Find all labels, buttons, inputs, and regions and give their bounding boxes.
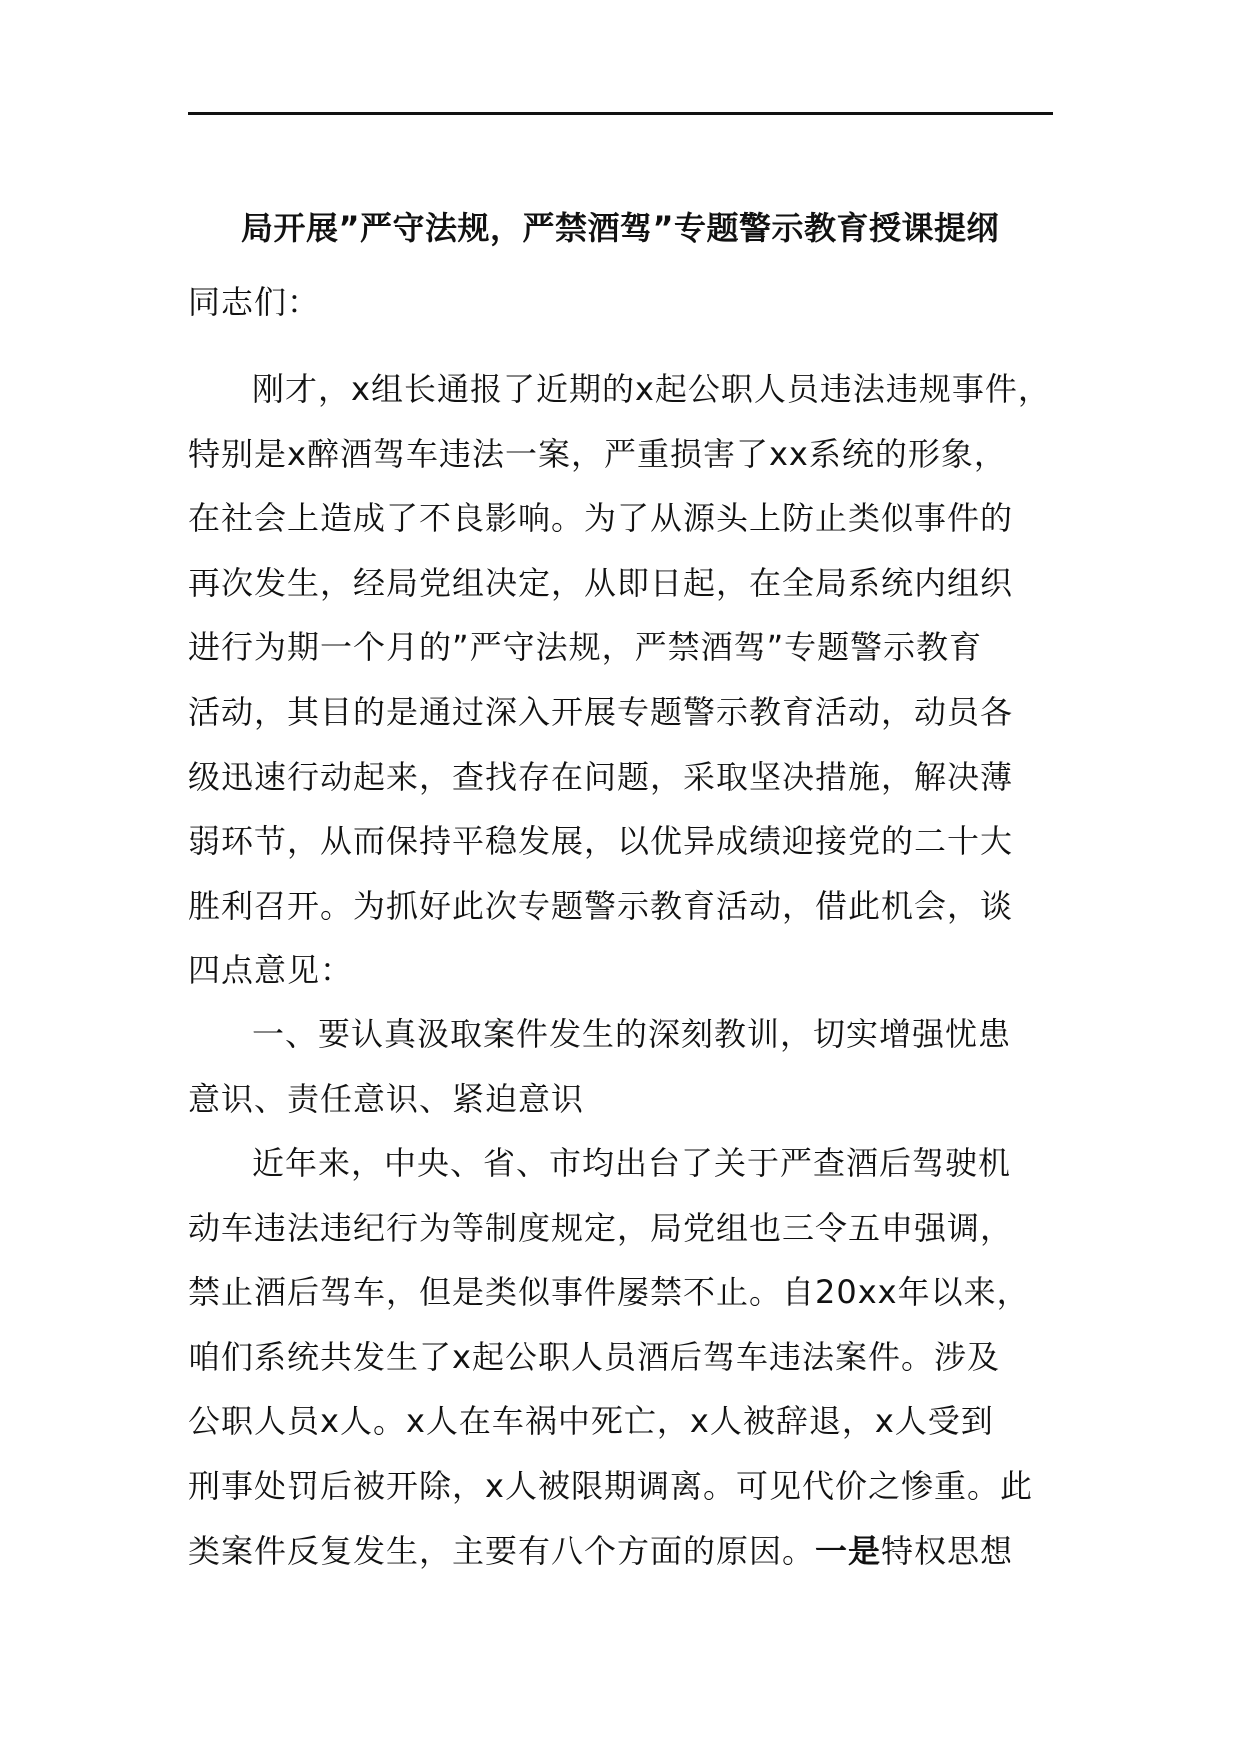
text-line: 特别是x醉酒驾车违法一案，严重损害了xx系统的形象， — [188, 434, 1007, 473]
text-line: 在社会上造成了不良影响。为了从源头上防止类似事件的 — [188, 499, 1014, 538]
text-line: 四点意见： — [188, 951, 354, 990]
heading-line: 意识、责任意识、紧迫意识 — [188, 1079, 585, 1118]
emphasis-text: 一是 — [815, 1531, 882, 1570]
text-line: 刚才，x组长通报了近期的x起公职人员违法违规事件， — [252, 370, 1051, 408]
greeting — [188, 270, 1058, 335]
header-rule — [188, 112, 1053, 115]
text-line: 级迅速行动起来，查找存在问题，采取坚决措施，解决薄 — [188, 757, 1014, 796]
text-line: 咱们系统共发生了x起公职人员酒后驾车违法案件。涉及 — [188, 1337, 1000, 1376]
text-line: 禁止酒后驾车，但是类似事件屡禁不止。自20xx年以来， — [188, 1273, 1030, 1312]
paragraph-intro — [188, 357, 1058, 1003]
text-line: 再次发生，经局党组决定，从即日起，在全局系统内组织 — [188, 563, 1014, 602]
document-title: 局开展”严守法规，严禁酒驾”专题警示教育授课提纲 — [240, 209, 1000, 247]
text-line: 刑事处罚后被开除，x人被限期调离。可见代价之惨重。此 — [188, 1466, 1033, 1505]
text-segment: 类案件反复发生，主要有八个方面的原因。 — [188, 1531, 816, 1570]
text-line-last — [188, 1519, 1058, 1584]
heading-line: 一、要认真汲取案件发生的深刻教训，切实增强忧患 — [252, 1015, 1012, 1053]
text-line: 公职人员x人。x人在车祸中死亡，x人被辞退，x人受到 — [188, 1402, 994, 1441]
greeting-line: 同志们： — [188, 283, 321, 321]
text-line: 近年来，中央、省、市均出台了关于严查酒后驾驶机 — [252, 1144, 1012, 1182]
section-heading-1 — [188, 1002, 1058, 1131]
text-segment: 特权思想 — [881, 1531, 1014, 1570]
text-line: 弱环节，从而保持平稳发展，以优异成绩迎接党的二十大 — [188, 822, 1014, 861]
text-line: 进行为期一个月的”严守法规，严禁酒驾”专题警示教育 — [188, 628, 983, 667]
text-line: 动车违法违纪行为等制度规定，局党组也三令五申强调， — [188, 1208, 1014, 1247]
text-line: 胜利召开。为抓好此次专题警示教育活动，借此机会，谈 — [188, 886, 1014, 925]
text-line: 活动，其目的是通过深入开展专题警示教育活动，动员各 — [188, 692, 1014, 731]
paragraph-section-1 — [188, 1131, 1058, 1583]
